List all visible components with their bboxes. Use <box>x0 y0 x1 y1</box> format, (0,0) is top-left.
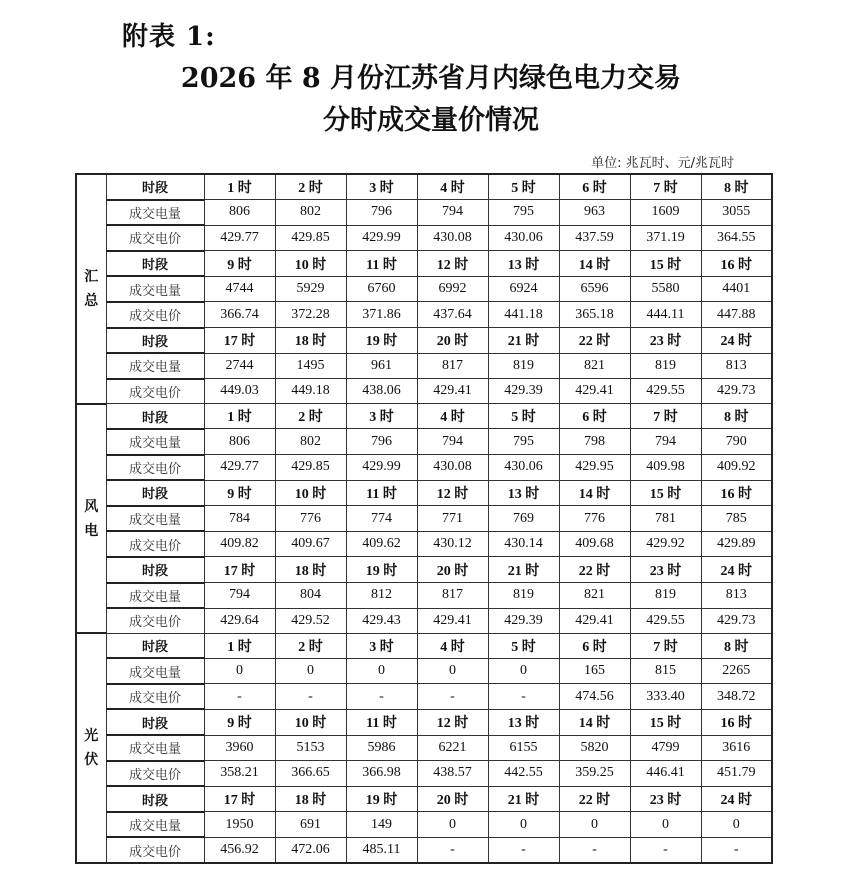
volume-cell: 0 <box>275 658 346 684</box>
volume-cell: 4744 <box>204 276 275 302</box>
row-label: 成交电量 <box>106 658 204 684</box>
price-cell: 430.06 <box>488 455 559 481</box>
price-cell: 429.77 <box>204 455 275 481</box>
hour-cell: 19 时 <box>346 786 417 812</box>
price-cell: - <box>417 837 488 863</box>
hour-cell: 4 时 <box>417 404 488 429</box>
price-cell: 429.41 <box>559 379 630 404</box>
price-cell: 429.64 <box>204 608 275 633</box>
volume-cell: 0 <box>346 658 417 684</box>
price-cell: 333.40 <box>630 684 701 710</box>
price-cell: 429.43 <box>346 608 417 633</box>
price-cell: 438.06 <box>346 379 417 404</box>
price-cell: 485.11 <box>346 837 417 863</box>
volume-cell: 5153 <box>275 735 346 761</box>
period-row <box>76 328 772 354</box>
volume-row <box>76 353 772 379</box>
hour-cell: 15 时 <box>630 709 701 735</box>
period-row <box>76 404 772 429</box>
price-cell: - <box>488 684 559 710</box>
price-cell: - <box>630 837 701 863</box>
price-row <box>76 608 772 633</box>
period-row <box>76 557 772 583</box>
price-cell: 429.41 <box>559 608 630 633</box>
volume-cell: 3055 <box>701 200 772 226</box>
hour-cell: 6 时 <box>559 633 630 658</box>
hour-cell: 15 时 <box>630 251 701 277</box>
row-label: 时段 <box>106 786 204 812</box>
group-name <box>76 404 106 633</box>
volume-cell: 819 <box>630 353 701 379</box>
row-label: 时段 <box>106 633 204 658</box>
volume-cell: 5580 <box>630 276 701 302</box>
volume-cell: 776 <box>275 506 346 532</box>
row-label: 成交电价 <box>106 837 204 863</box>
group-name-char: 光 <box>84 728 99 745</box>
volume-cell: 2265 <box>701 658 772 684</box>
price-cell: 429.73 <box>701 379 772 404</box>
group-name-char: 总 <box>84 292 99 309</box>
row-label: 成交电价 <box>106 761 204 787</box>
hour-cell: 3 时 <box>346 174 417 200</box>
hour-cell: 9 时 <box>204 709 275 735</box>
price-cell: 430.06 <box>488 225 559 251</box>
hour-cell: 11 时 <box>346 251 417 277</box>
price-cell: - <box>204 684 275 710</box>
hour-cell: 5 时 <box>488 404 559 429</box>
volume-cell: 804 <box>275 583 346 609</box>
hour-cell: 4 时 <box>417 633 488 658</box>
price-cell: 365.18 <box>559 302 630 328</box>
row-label: 成交电量 <box>106 429 204 455</box>
price-row <box>76 761 772 787</box>
price-cell: 409.98 <box>630 455 701 481</box>
volume-cell: 794 <box>417 429 488 455</box>
trading-table <box>75 173 773 864</box>
volume-cell: 821 <box>559 583 630 609</box>
hour-cell: 7 时 <box>630 633 701 658</box>
price-cell: 429.89 <box>701 531 772 557</box>
price-cell: 366.98 <box>346 761 417 787</box>
price-cell: 444.11 <box>630 302 701 328</box>
price-cell: 372.28 <box>275 302 346 328</box>
volume-cell: 794 <box>630 429 701 455</box>
volume-cell: 817 <box>417 583 488 609</box>
period-row <box>76 786 772 812</box>
hour-cell: 2 时 <box>275 174 346 200</box>
group-name <box>76 174 106 404</box>
price-cell: 442.55 <box>488 761 559 787</box>
volume-cell: 771 <box>417 506 488 532</box>
row-label: 时段 <box>106 480 204 506</box>
volume-cell: 819 <box>488 353 559 379</box>
row-label: 时段 <box>106 404 204 429</box>
volume-cell: 812 <box>346 583 417 609</box>
group-section <box>76 174 772 404</box>
price-cell: 430.08 <box>417 225 488 251</box>
price-cell: 437.64 <box>417 302 488 328</box>
volume-cell: 0 <box>204 658 275 684</box>
group-name-char: 电 <box>84 522 99 539</box>
volume-cell: 0 <box>488 812 559 838</box>
price-cell: 366.74 <box>204 302 275 328</box>
volume-cell: 3960 <box>204 735 275 761</box>
hour-cell: 18 时 <box>275 786 346 812</box>
price-cell: 437.59 <box>559 225 630 251</box>
price-cell: 429.85 <box>275 225 346 251</box>
row-label: 成交电量 <box>106 812 204 838</box>
volume-cell: 776 <box>559 506 630 532</box>
price-cell: 449.18 <box>275 379 346 404</box>
group-section <box>76 633 772 863</box>
page-subtitle: 分时成交量价情况 <box>323 105 539 136</box>
hour-cell: 13 时 <box>488 480 559 506</box>
volume-cell: 0 <box>701 812 772 838</box>
volume-cell: 798 <box>559 429 630 455</box>
volume-cell: 963 <box>559 200 630 226</box>
page-title: 2026 年 8 月份江苏省月内绿色电力交易 <box>180 63 682 94</box>
row-label: 成交电量 <box>106 200 204 226</box>
price-cell: 409.92 <box>701 455 772 481</box>
hour-cell: 20 时 <box>417 786 488 812</box>
volume-cell: 4799 <box>630 735 701 761</box>
price-cell: 366.65 <box>275 761 346 787</box>
price-cell: 429.55 <box>630 379 701 404</box>
volume-cell: 806 <box>204 429 275 455</box>
hour-cell: 6 时 <box>559 174 630 200</box>
hour-cell: 13 时 <box>488 709 559 735</box>
volume-cell: 6992 <box>417 276 488 302</box>
volume-cell: 5820 <box>559 735 630 761</box>
group-name-char: 风 <box>84 498 99 515</box>
hour-cell: 21 时 <box>488 328 559 354</box>
volume-cell: 819 <box>630 583 701 609</box>
price-cell: 429.85 <box>275 455 346 481</box>
hour-cell: 22 时 <box>559 328 630 354</box>
price-cell: 447.88 <box>701 302 772 328</box>
price-cell: 430.12 <box>417 531 488 557</box>
row-label: 成交电量 <box>106 583 204 609</box>
volume-cell: 769 <box>488 506 559 532</box>
price-cell: 429.95 <box>559 455 630 481</box>
price-row <box>76 379 772 404</box>
volume-cell: 821 <box>559 353 630 379</box>
price-cell: - <box>275 684 346 710</box>
hour-cell: 4 时 <box>417 174 488 200</box>
volume-cell: 149 <box>346 812 417 838</box>
row-label: 成交电量 <box>106 506 204 532</box>
price-cell: 358.21 <box>204 761 275 787</box>
hour-cell: 24 时 <box>701 328 772 354</box>
price-row <box>76 302 772 328</box>
price-row <box>76 684 772 710</box>
price-cell: 409.68 <box>559 531 630 557</box>
hour-cell: 21 时 <box>488 557 559 583</box>
row-label: 成交电价 <box>106 225 204 251</box>
row-label: 成交电量 <box>106 353 204 379</box>
hour-cell: 5 时 <box>488 633 559 658</box>
volume-cell: 165 <box>559 658 630 684</box>
hour-cell: 16 时 <box>701 480 772 506</box>
volume-cell: 5929 <box>275 276 346 302</box>
price-cell: 429.99 <box>346 225 417 251</box>
hour-cell: 23 时 <box>630 328 701 354</box>
price-cell: 451.79 <box>701 761 772 787</box>
price-cell: 429.39 <box>488 379 559 404</box>
volume-row <box>76 276 772 302</box>
hour-cell: 12 时 <box>417 251 488 277</box>
hour-cell: 12 时 <box>417 709 488 735</box>
hour-cell: 23 时 <box>630 786 701 812</box>
price-cell: 348.72 <box>701 684 772 710</box>
volume-row <box>76 200 772 226</box>
hour-cell: 9 时 <box>204 251 275 277</box>
volume-cell: 6760 <box>346 276 417 302</box>
hour-cell: 17 时 <box>204 786 275 812</box>
volume-cell: 0 <box>417 658 488 684</box>
volume-row <box>76 735 772 761</box>
price-cell: 429.39 <box>488 608 559 633</box>
row-label: 时段 <box>106 557 204 583</box>
volume-cell: 1950 <box>204 812 275 838</box>
hour-cell: 8 时 <box>701 633 772 658</box>
volume-cell: 0 <box>417 812 488 838</box>
price-cell: 430.14 <box>488 531 559 557</box>
hour-cell: 16 时 <box>701 251 772 277</box>
volume-cell: 806 <box>204 200 275 226</box>
volume-cell: 817 <box>417 353 488 379</box>
hour-cell: 9 时 <box>204 480 275 506</box>
period-row <box>76 174 772 200</box>
price-cell: 456.92 <box>204 837 275 863</box>
period-row <box>76 251 772 277</box>
hour-cell: 21 时 <box>488 786 559 812</box>
volume-cell: 819 <box>488 583 559 609</box>
row-label: 时段 <box>106 174 204 200</box>
hour-cell: 16 时 <box>701 709 772 735</box>
volume-cell: 795 <box>488 200 559 226</box>
price-cell: 429.41 <box>417 379 488 404</box>
hour-cell: 24 时 <box>701 557 772 583</box>
volume-cell: 5986 <box>346 735 417 761</box>
volume-row <box>76 506 772 532</box>
volume-cell: 3616 <box>701 735 772 761</box>
volume-cell: 1609 <box>630 200 701 226</box>
price-cell: 449.03 <box>204 379 275 404</box>
volume-cell: 785 <box>701 506 772 532</box>
volume-cell: 813 <box>701 583 772 609</box>
volume-cell: 0 <box>559 812 630 838</box>
price-row <box>76 455 772 481</box>
group-name <box>76 633 106 863</box>
price-row <box>76 531 772 557</box>
hour-cell: 24 时 <box>701 786 772 812</box>
hour-cell: 8 时 <box>701 174 772 200</box>
hour-cell: 19 时 <box>346 328 417 354</box>
hour-cell: 23 时 <box>630 557 701 583</box>
price-cell: 409.62 <box>346 531 417 557</box>
volume-cell: 802 <box>275 200 346 226</box>
hour-cell: 11 时 <box>346 709 417 735</box>
hour-cell: 17 时 <box>204 557 275 583</box>
hour-cell: 5 时 <box>488 174 559 200</box>
hour-cell: 19 时 <box>346 557 417 583</box>
row-label: 成交电量 <box>106 276 204 302</box>
volume-row <box>76 812 772 838</box>
volume-cell: 6596 <box>559 276 630 302</box>
volume-cell: 781 <box>630 506 701 532</box>
volume-cell: 796 <box>346 429 417 455</box>
price-cell: 446.41 <box>630 761 701 787</box>
hour-cell: 6 时 <box>559 404 630 429</box>
volume-cell: 961 <box>346 353 417 379</box>
price-cell: - <box>559 837 630 863</box>
period-row <box>76 709 772 735</box>
row-label: 时段 <box>106 709 204 735</box>
price-cell: 371.86 <box>346 302 417 328</box>
hour-cell: 14 时 <box>559 480 630 506</box>
hour-cell: 3 时 <box>346 633 417 658</box>
volume-cell: 0 <box>488 658 559 684</box>
volume-cell: 6155 <box>488 735 559 761</box>
volume-cell: 4401 <box>701 276 772 302</box>
price-cell: 371.19 <box>630 225 701 251</box>
price-cell: 364.55 <box>701 225 772 251</box>
period-row <box>76 633 772 658</box>
hour-cell: 10 时 <box>275 709 346 735</box>
row-label: 时段 <box>106 251 204 277</box>
unit-note: 单位: 兆瓦时、元/兆瓦时 <box>591 156 734 171</box>
price-cell: - <box>346 684 417 710</box>
hour-cell: 12 时 <box>417 480 488 506</box>
row-label: 成交电价 <box>106 531 204 557</box>
volume-row <box>76 658 772 684</box>
volume-cell: 794 <box>204 583 275 609</box>
price-cell: 429.92 <box>630 531 701 557</box>
hour-cell: 20 时 <box>417 328 488 354</box>
group-name-char: 汇 <box>84 268 99 285</box>
volume-cell: 802 <box>275 429 346 455</box>
appendix-label: 附表 1: <box>122 22 216 52</box>
group-section <box>76 404 772 633</box>
volume-cell: 815 <box>630 658 701 684</box>
hour-cell: 8 时 <box>701 404 772 429</box>
volume-cell: 794 <box>417 200 488 226</box>
hour-cell: 13 时 <box>488 251 559 277</box>
price-row <box>76 225 772 251</box>
hour-cell: 10 时 <box>275 480 346 506</box>
volume-cell: 774 <box>346 506 417 532</box>
hour-cell: 15 时 <box>630 480 701 506</box>
hour-cell: 7 时 <box>630 404 701 429</box>
hour-cell: 18 时 <box>275 557 346 583</box>
hour-cell: 14 时 <box>559 709 630 735</box>
price-cell: 409.82 <box>204 531 275 557</box>
hour-cell: 3 时 <box>346 404 417 429</box>
hour-cell: 1 时 <box>204 404 275 429</box>
row-label: 成交电价 <box>106 608 204 633</box>
volume-cell: 784 <box>204 506 275 532</box>
price-cell: 409.67 <box>275 531 346 557</box>
row-label: 成交电量 <box>106 735 204 761</box>
row-label: 成交电价 <box>106 379 204 404</box>
hour-cell: 18 时 <box>275 328 346 354</box>
hour-cell: 22 时 <box>559 786 630 812</box>
volume-cell: 795 <box>488 429 559 455</box>
row-label: 成交电价 <box>106 455 204 481</box>
price-cell: 430.08 <box>417 455 488 481</box>
hour-cell: 2 时 <box>275 404 346 429</box>
price-cell: - <box>417 684 488 710</box>
price-cell: - <box>488 837 559 863</box>
volume-cell: 813 <box>701 353 772 379</box>
price-cell: 429.73 <box>701 608 772 633</box>
volume-cell: 0 <box>630 812 701 838</box>
hour-cell: 7 时 <box>630 174 701 200</box>
volume-cell: 1495 <box>275 353 346 379</box>
period-row <box>76 480 772 506</box>
price-row <box>76 837 772 863</box>
price-cell: - <box>701 837 772 863</box>
row-label: 成交电价 <box>106 684 204 710</box>
hour-cell: 1 时 <box>204 633 275 658</box>
price-cell: 429.55 <box>630 608 701 633</box>
volume-cell: 2744 <box>204 353 275 379</box>
price-cell: 438.57 <box>417 761 488 787</box>
price-cell: 441.18 <box>488 302 559 328</box>
volume-row <box>76 429 772 455</box>
hour-cell: 22 时 <box>559 557 630 583</box>
hour-cell: 14 时 <box>559 251 630 277</box>
volume-cell: 790 <box>701 429 772 455</box>
price-cell: 359.25 <box>559 761 630 787</box>
price-cell: 429.52 <box>275 608 346 633</box>
hour-cell: 10 时 <box>275 251 346 277</box>
row-label: 成交电价 <box>106 302 204 328</box>
volume-cell: 6924 <box>488 276 559 302</box>
row-label: 时段 <box>106 328 204 354</box>
hour-cell: 2 时 <box>275 633 346 658</box>
price-cell: 429.41 <box>417 608 488 633</box>
volume-cell: 796 <box>346 200 417 226</box>
group-name-char: 伏 <box>84 752 99 769</box>
volume-cell: 691 <box>275 812 346 838</box>
hour-cell: 1 时 <box>204 174 275 200</box>
volume-row <box>76 583 772 609</box>
price-cell: 429.77 <box>204 225 275 251</box>
price-cell: 429.99 <box>346 455 417 481</box>
hour-cell: 20 时 <box>417 557 488 583</box>
price-cell: 472.06 <box>275 837 346 863</box>
hour-cell: 11 时 <box>346 480 417 506</box>
price-cell: 474.56 <box>559 684 630 710</box>
hour-cell: 17 时 <box>204 328 275 354</box>
volume-cell: 6221 <box>417 735 488 761</box>
